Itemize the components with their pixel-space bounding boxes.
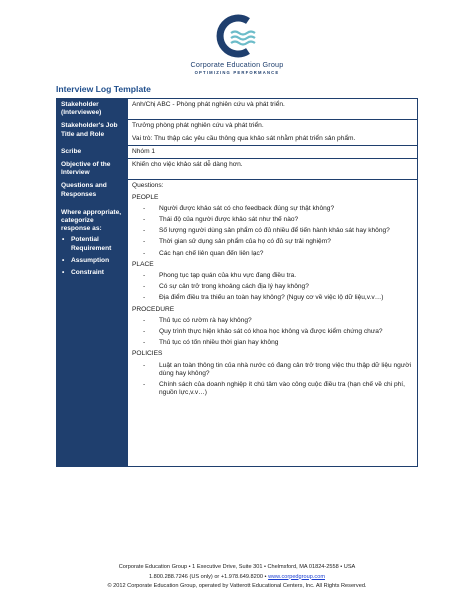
dash-marker: -: [143, 328, 146, 336]
document-title: Interview Log Template: [56, 84, 151, 94]
question-item: [132, 238, 413, 246]
dash-marker: -: [143, 238, 146, 246]
question-item: [132, 339, 413, 347]
row-label: Questions and Responses: [61, 182, 107, 198]
dash-marker: -: [143, 204, 146, 212]
stakeholder-value: Anh/Chị ABC - Phòng phát nghiên cứu và phát triển.: [132, 101, 285, 108]
company-tagline: OPTIMIZING PERFORMANCE: [194, 70, 280, 75]
questions-cell: [128, 180, 418, 467]
row-label: Scribe: [57, 145, 128, 158]
cegroup-logo-icon: [215, 14, 259, 58]
table-row-job-title: [57, 120, 418, 145]
footer-phone: 1.800.288.7246 (US only) or +1.978.649.8200 •: [149, 573, 269, 580]
interview-log-table: [56, 98, 418, 467]
dash-marker: -: [143, 381, 146, 389]
company-name: Corporate Education Group: [190, 60, 284, 69]
guide-item: • Constraint: [61, 269, 123, 277]
question-text: Các hạn chế liên quan đến liên lạc?: [159, 249, 264, 257]
question-text: Thái độ của người được khảo sát như thế nào?: [159, 216, 299, 224]
question-item: [132, 227, 413, 235]
company-logo: [184, 14, 290, 75]
questions-label-cell: [57, 180, 128, 467]
role-value: Vai trò: Thu thập các yêu cầu thông qua khảo sát nhằm phát triển sản phẩm.: [132, 134, 356, 142]
question-text: Thủ tục có tốn nhiều thời gian hay không: [159, 339, 279, 347]
page-footer: [0, 563, 474, 592]
question-item: [132, 294, 413, 302]
question-item: [132, 362, 413, 378]
question-text: Chính sách của doanh nghiệp ít chú tâm vào công cuộc điều tra (hạn chế về chi phí, nguồn lực,v.v…): [159, 381, 405, 397]
job-title-value: Trưởng phòng phát nghiên cứu và phát triển.: [132, 122, 264, 130]
section-title-procedure: PROCEDURE: [132, 305, 175, 313]
question-item: [132, 250, 413, 258]
section-title-policies: POLICIES: [132, 350, 163, 358]
question-text: Người được khảo sát có cho feedback đúng sự thật không?: [159, 204, 335, 212]
categorize-guide-heading: Where appropriate, categorize response as:: [61, 208, 122, 233]
categorize-guide-list: [61, 236, 123, 277]
dash-marker: -: [143, 339, 146, 347]
question-text: Luật an toàn thông tin của nhà nước có đang cản trở trong việc thu thập dữ liệu người dùng hay không?: [159, 361, 412, 377]
table-row-stakeholder: [57, 99, 418, 120]
row-value: [128, 120, 418, 145]
questions-intro: Questions:: [132, 182, 164, 190]
table-row-scribe: [57, 145, 418, 158]
dash-marker: -: [143, 216, 146, 224]
row-label: Stakeholder's Job Title and Role: [57, 120, 128, 145]
table-row-objective: [57, 159, 418, 180]
footer-contact: [0, 573, 474, 583]
row-value: [128, 145, 418, 158]
question-text: Quy trình thực hiện khảo sát có khoa học không và được kiểm chứng chưa?: [159, 328, 383, 336]
guide-item: • Assumption: [61, 257, 123, 265]
section-title-place: PLACE: [132, 260, 154, 268]
scribe-value: Nhóm 1: [132, 147, 156, 155]
question-item: [132, 216, 413, 224]
question-text: Địa điểm điều tra thiếu an toàn hay không? (Nguy cơ về việc lộ dữ liệu,v.v…): [159, 294, 384, 302]
footer-copyright: © 2012 Corporate Education Group, operated by Vatterott Educational Centers, Inc. All Rights Reserved.: [107, 583, 367, 590]
question-item: [132, 328, 413, 336]
section-title-people: PEOPLE: [132, 193, 159, 201]
question-text: Thời gian sử dụng sản phẩm của họ có đủ sự trải nghiệm?: [159, 238, 331, 246]
question-text: Số lượng người dùng sản phẩm có đủ nhiều để tiến hành khảo sát hay không?: [159, 227, 390, 235]
row-value: [128, 99, 418, 120]
question-item: [132, 381, 413, 397]
question-text: Thủ tục có rườm rà hay không?: [159, 316, 252, 324]
dash-marker: -: [143, 361, 146, 369]
question-item: [132, 205, 413, 213]
question-item: [132, 317, 413, 325]
question-text: Phong tục tạp quán của khu vực đang điều tra.: [159, 272, 297, 280]
dash-marker: -: [143, 316, 146, 324]
row-value: [128, 159, 418, 180]
footer-address: Corporate Education Group • 1 Executive Drive, Suite 301 • Chelmsford, MA 01824-2558 • USA: [118, 564, 356, 570]
question-item: [132, 283, 413, 291]
objective-value: Khiến cho việc khảo sát dễ dàng hơn.: [132, 161, 243, 169]
dash-marker: -: [143, 272, 146, 280]
dash-marker: -: [143, 227, 146, 235]
row-label: Stakeholder (Interviewee): [57, 99, 128, 120]
dash-marker: -: [143, 294, 146, 302]
table-row-questions: [57, 180, 418, 467]
dash-marker: -: [143, 249, 146, 257]
website-link[interactable]: www.corpedgroup.com: [268, 573, 325, 580]
guide-item: • Potential Requirement: [61, 236, 123, 252]
dash-marker: -: [143, 283, 146, 291]
question-text: Có sự cản trở trong khoảng cách địa lý hay không?: [159, 283, 309, 291]
row-label: Objective of the Interview: [57, 159, 128, 180]
question-item: [132, 272, 413, 280]
